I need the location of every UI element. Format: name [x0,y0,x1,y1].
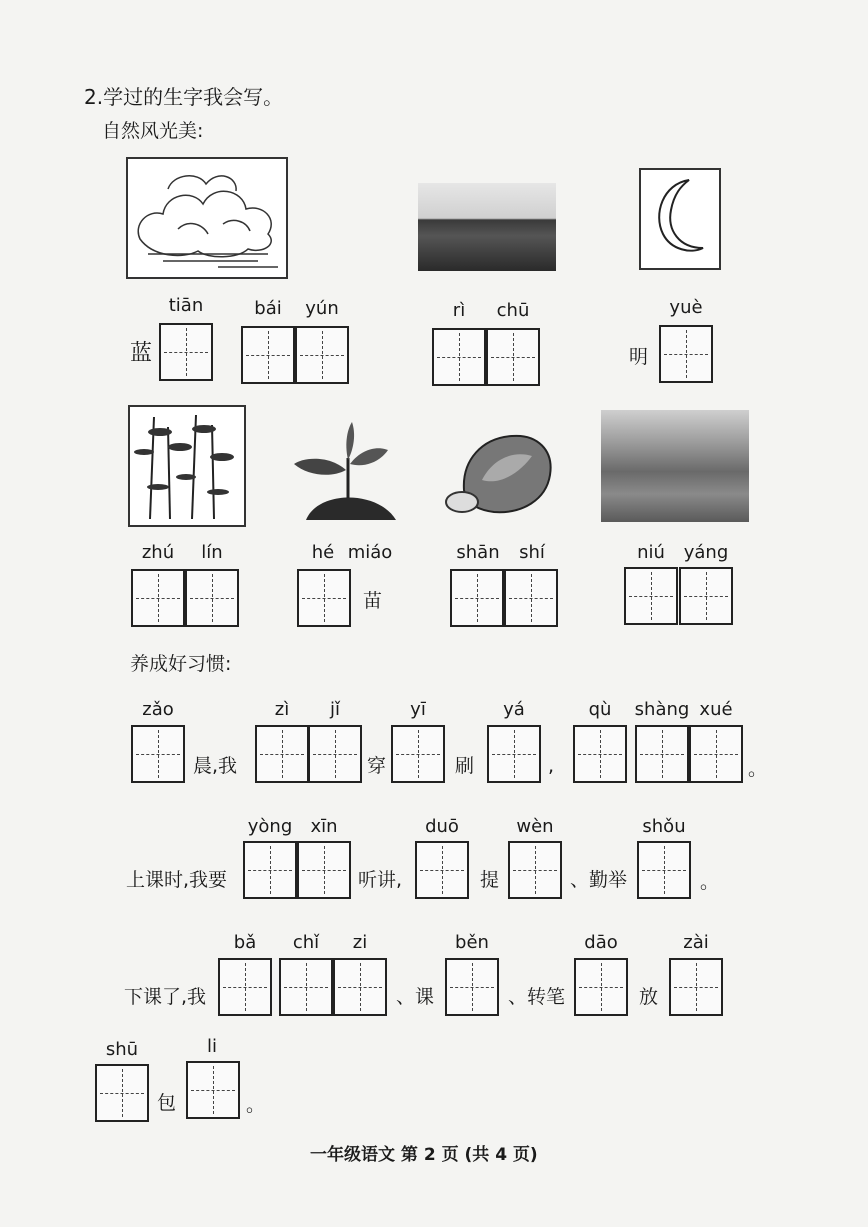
char-ming: 明 [629,346,649,368]
writing-grid-shan[interactable] [450,569,504,627]
grassland-sheep-picture [601,410,749,522]
pinyin-yun: yún [305,298,339,319]
char-lan: 蓝 [130,341,153,366]
text-shangke: 上课时,我要 [126,869,228,891]
pinyin-bai: bái [254,298,282,319]
text-ke: 、课 [396,986,435,1008]
pinyin-li: li [206,1036,217,1057]
pinyin-shi: shí [519,542,545,563]
bamboo-picture [128,405,246,527]
writing-grid-zi[interactable] [255,725,309,783]
text-comma: , [548,755,555,777]
writing-grid-zi2[interactable] [333,958,387,1016]
writing-grid-lin[interactable] [185,569,239,627]
writing-grid-yang[interactable] [679,567,733,625]
pinyin-zao: zǎo [142,699,174,720]
moon-picture [639,168,721,270]
sunrise-sea-picture [418,183,556,271]
pinyin-shu: shū [105,1039,139,1060]
pinyin-ri: rì [452,300,466,321]
pinyin-zi: zì [274,699,290,720]
writing-grid-qu[interactable] [573,725,627,783]
pinyin-yue: yuè [669,297,703,318]
writing-grid-ji[interactable] [308,725,362,783]
writing-grid-ri[interactable] [432,328,486,386]
writing-grid-duo[interactable] [415,841,469,899]
writing-grid-niu[interactable] [624,567,678,625]
text-period-2: 。 [700,871,720,893]
text-fang: 放 [639,986,659,1008]
pinyin-shang: shàng [634,699,690,720]
pinyin-wen: wèn [516,816,554,837]
writing-grid-chi[interactable] [279,958,333,1016]
section-title-habits: 养成好习惯: [130,653,232,675]
writing-grid-shang[interactable] [635,725,689,783]
writing-grid-wen[interactable] [508,841,562,899]
writing-grid-yi[interactable] [391,725,445,783]
writing-grid-dao[interactable] [574,958,628,1016]
writing-grid-bai[interactable] [241,326,295,384]
writing-grid-ya[interactable] [487,725,541,783]
pinyin-ba: bǎ [233,932,257,953]
writing-grid-xin[interactable] [297,841,351,899]
pinyin-zhu: zhú [141,542,175,563]
writing-grid-zhu[interactable] [131,569,185,627]
pinyin-yong: yòng [247,816,293,837]
text-chuan: 穿 [367,755,387,777]
rock-picture [442,430,560,520]
text-tingjiang: 听讲, [358,869,403,891]
clouds-picture [126,157,288,279]
writing-grid-shu[interactable] [95,1064,149,1122]
writing-grid-yue[interactable] [659,325,713,383]
writing-grid-shou[interactable] [637,841,691,899]
text-qinju: 、勤举 [570,869,628,891]
writing-grid-ba[interactable] [218,958,272,1016]
pinyin-ji: jǐ [329,699,340,720]
seedling-picture [288,418,406,522]
writing-grid-yun[interactable] [295,326,349,384]
pinyin-he: hé [311,542,335,563]
page-footer: 一年级语文 第 2 页 (共 4 页) [310,1145,538,1165]
pinyin-ya: yá [503,699,525,720]
pinyin-zai: zài [683,932,709,953]
pinyin-xin: xīn [310,816,338,837]
writing-grid-yong[interactable] [243,841,297,899]
writing-grid-xue[interactable] [689,725,743,783]
text-xiakele: 下课了,我 [124,986,207,1008]
pinyin-dao: dāo [584,932,618,953]
text-bao: 包 [157,1092,177,1114]
pinyin-shan: shān [456,542,500,563]
pinyin-tian: tiān [168,295,204,316]
text-ti: 提 [480,869,500,891]
writing-grid-zao[interactable] [131,725,185,783]
pinyin-ben: běn [455,932,489,953]
text-chen-wo: 晨,我 [193,755,238,777]
pinyin-yi: yī [410,699,426,720]
writing-grid-li[interactable] [186,1061,240,1119]
pinyin-yang: yáng [683,542,729,563]
pinyin-chi: chǐ [292,932,320,953]
writing-grid-tian[interactable] [159,323,213,381]
char-miao: 苗 [363,590,383,612]
question-heading: 2.学过的生字我会写。 [84,85,284,109]
text-zhuanbi: 、转笔 [508,986,566,1008]
pinyin-miao: miáo [347,542,393,563]
pinyin-shou: shǒu [642,816,686,837]
writing-grid-chu[interactable] [486,328,540,386]
writing-grid-ben[interactable] [445,958,499,1016]
writing-grid-zai[interactable] [669,958,723,1016]
pinyin-xue: xué [699,699,733,720]
pinyin-niu: niú [637,542,665,563]
text-period-4: 。 [246,1094,266,1116]
pinyin-chu: chū [496,300,530,321]
pinyin-qu: qù [588,699,612,720]
section-title-nature: 自然风光美: [102,120,204,142]
text-period-1: 。 [748,758,768,780]
writing-grid-shi[interactable] [504,569,558,627]
pinyin-lin: lín [201,542,223,563]
pinyin-zi2: zi [352,932,368,953]
pinyin-duo: duō [425,816,459,837]
text-shua: 刷 [455,755,475,777]
writing-grid-he[interactable] [297,569,351,627]
